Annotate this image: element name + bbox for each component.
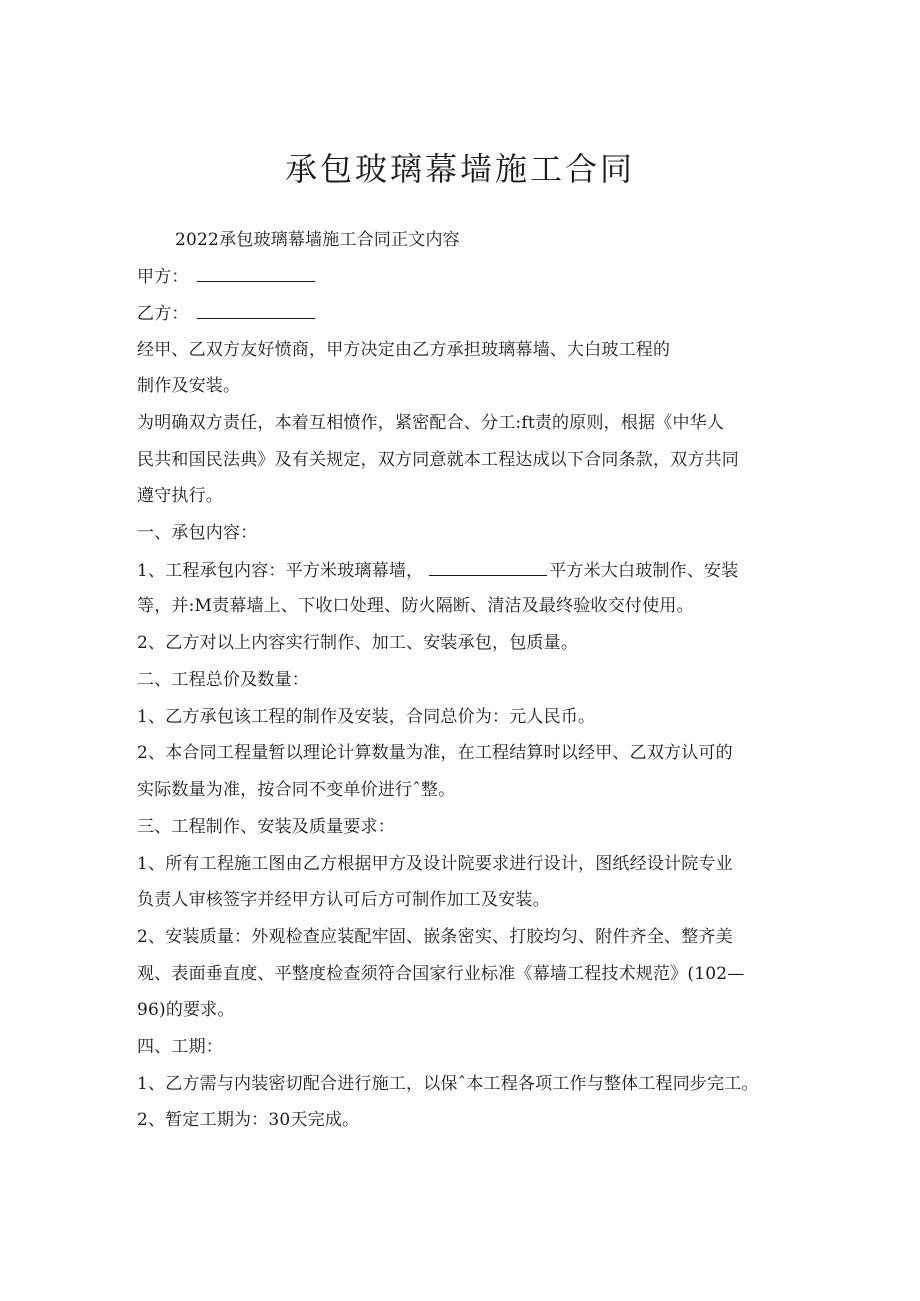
paragraph-line: 为明确双方责任，本着互相愤作，紧密配合、分工:ft责的原则，根据《中华人: [137, 413, 725, 433]
clause-line: 2、乙方对以上内容实行制作、加工、安装承包，包质量。: [137, 633, 579, 653]
section-heading: 四、工期：: [137, 1037, 223, 1057]
party-a-line: [137, 263, 315, 290]
clause-line: 2、本合同工程量暂以理论计算数量为准，在工程结算时以经甲、乙双方认可的: [137, 743, 733, 763]
clause-line: 等，并:M责幕墙上、下收口处理、防火隔断、清洁及最终验收交付使用。: [137, 596, 694, 616]
party-b-blank: [197, 300, 315, 319]
party-b-line: [137, 300, 315, 327]
clause-line: 1、所有工程施工图由乙方根据甲方及设计院要求进行设计，图纸经设计院专业: [137, 854, 733, 874]
document-title: 承包玻璃幕墙施工合同: [284, 150, 635, 188]
paragraph-line: 民共和国民法典》及有关规定，双方同意就本工程达成以下合同条款，双方共同: [137, 450, 739, 470]
area-blank: [429, 557, 547, 576]
clause-line: 1、乙方承包该工程的制作及安装，合同总价为：元人民币。: [137, 707, 596, 727]
paragraph-line: 制作及安装。: [137, 376, 241, 396]
paragraph-line: 遵守执行。: [137, 486, 223, 506]
party-a-blank: [197, 263, 315, 282]
party-a-label: 甲方：: [137, 267, 189, 287]
clause-line: 2、暂定工期为：30天完成。: [137, 1110, 360, 1130]
clause-text: 平方米大白玻制作、安装: [549, 561, 739, 581]
document-subtitle: 2022承包玻璃幕墙施工合同正文内容: [175, 230, 460, 250]
party-b-label: 乙方：: [137, 304, 189, 324]
section-heading: 一、承包内容：: [137, 523, 258, 543]
clause-line: 96)的要求。: [137, 1000, 235, 1020]
clause-line: 2、安装质量：外观检查应装配牢固、嵌条密实、打胶均匀、附件齐全、整齐美: [137, 927, 733, 947]
clause-text: 1、工程承包内容：平方米玻璃幕墙，: [137, 561, 424, 581]
clause-line: 1、乙方需与内装密切配合进行施工，以保ˆ本工程各项工作与整体工程同步完工。: [137, 1074, 759, 1094]
section-heading: 二、工程总价及数量：: [137, 670, 309, 690]
clause-line: 实际数量为准，按合同不变单价进行ˆ整。: [137, 780, 456, 800]
clause-line: 观、表面垂直度、平整度检查须符合国家行业标准《幕墙工程技术规范》(102—: [137, 964, 745, 984]
clause-line: [137, 557, 738, 584]
paragraph-line: 经甲、乙双方友好愤商，甲方决定由乙方承担玻璃幕墙、大白玻工程的: [137, 340, 671, 360]
section-heading: 三、工程制作、安装及质量要求：: [137, 817, 395, 837]
clause-line: 负责人审核签字并经甲方认可后方可制作加工及安装。: [137, 890, 550, 910]
